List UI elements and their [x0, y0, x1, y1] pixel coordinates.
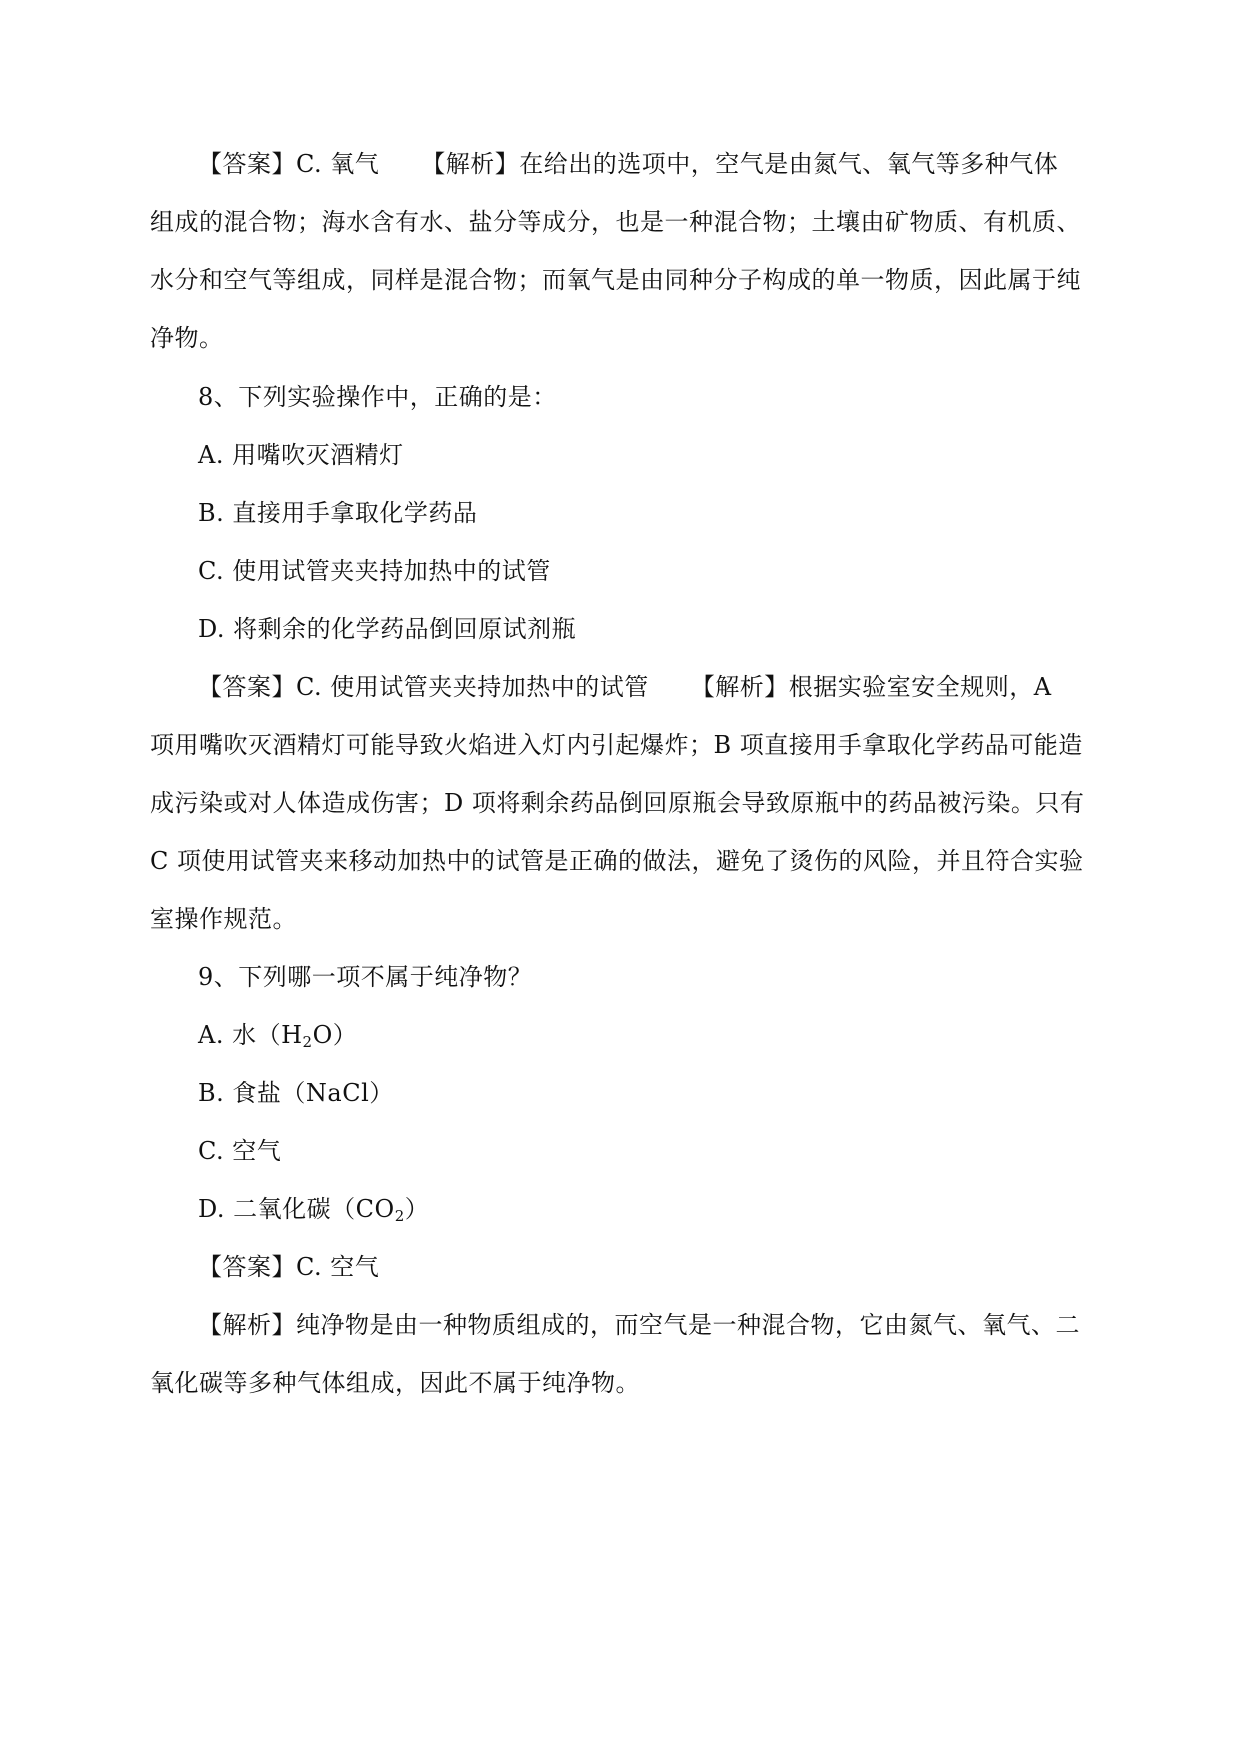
analysis-text: 净物。: [150, 324, 224, 352]
option-b: B. 食盐（NaCl）: [198, 1079, 394, 1107]
answer-value: C. 空气: [296, 1253, 380, 1281]
option-a: A. 用嘴吹灭酒精灯: [198, 441, 404, 469]
answer-label: 【答案】: [198, 1253, 296, 1281]
question-8: 8、下列实验操作中，正确的是：: [198, 383, 557, 411]
question-9: 9、下列哪一项不属于纯净物？: [198, 963, 533, 991]
option-d: D. 将剩余的化学药品倒回原试剂瓶: [198, 615, 577, 643]
analysis-label: 【解析】: [198, 1311, 296, 1339]
analysis-text: 根据实验室安全规则，A: [788, 673, 1052, 701]
option-d: D. 二氧化碳$(CO_2)$: [198, 1195, 430, 1225]
option-a: A. 水$(H_2O)$: [198, 1021, 358, 1051]
analysis-text: 成污染或对人体造成伤害；D 项将剩余药品倒回原瓶会导致原瓶中的药品被污染。只有: [150, 789, 1085, 817]
analysis-text: 氧化碳等多种气体组成，因此不属于纯净物。: [150, 1369, 640, 1397]
answer-label: 【答案】: [198, 673, 296, 701]
analysis-text: 组成的混合物；海水含有水、盐分等成分，也是一种混合物；土壤由矿物质、有机质、: [150, 208, 1081, 236]
option-c: C. 空气: [198, 1137, 282, 1165]
option-b: B. 直接用手拿取化学药品: [198, 499, 478, 527]
analysis-text: C 项使用试管夹来移动加热中的试管是正确的做法，避免了烫伤的风险，并且符合实验: [150, 847, 1084, 875]
analysis-label: 【解析】: [690, 673, 789, 701]
analysis-text: 在给出的选项中，空气是由氮气、氧气等多种气体: [519, 150, 1059, 178]
analysis-text: 水分和空气等组成，同样是混合物；而氧气是由同种分子构成的单一物质，因此属于纯: [150, 266, 1081, 294]
analysis-text: 室操作规范。: [150, 905, 297, 933]
q9-analysis-line: [198, 1309, 1080, 1341]
option-c: C. 使用试管夹夹持加热中的试管: [198, 557, 551, 585]
q9-answer-line: [198, 1251, 379, 1283]
q7-answer-line: [198, 148, 1058, 180]
q8-answer-line: [198, 671, 1052, 703]
answer-value: C. 氧气: [296, 150, 380, 178]
answer-value: C. 使用试管夹夹持加热中的试管: [296, 673, 649, 701]
analysis-label: 【解析】: [421, 150, 520, 178]
analysis-text: 纯净物是由一种物质组成的，而空气是一种混合物，它由氮气、氧气、二: [296, 1311, 1080, 1339]
analysis-text: 项用嘴吹灭酒精灯可能导致火焰进入灯内引起爆炸；B 项直接用手拿取化学药品可能造: [150, 731, 1083, 759]
answer-label: 【答案】: [198, 150, 296, 178]
